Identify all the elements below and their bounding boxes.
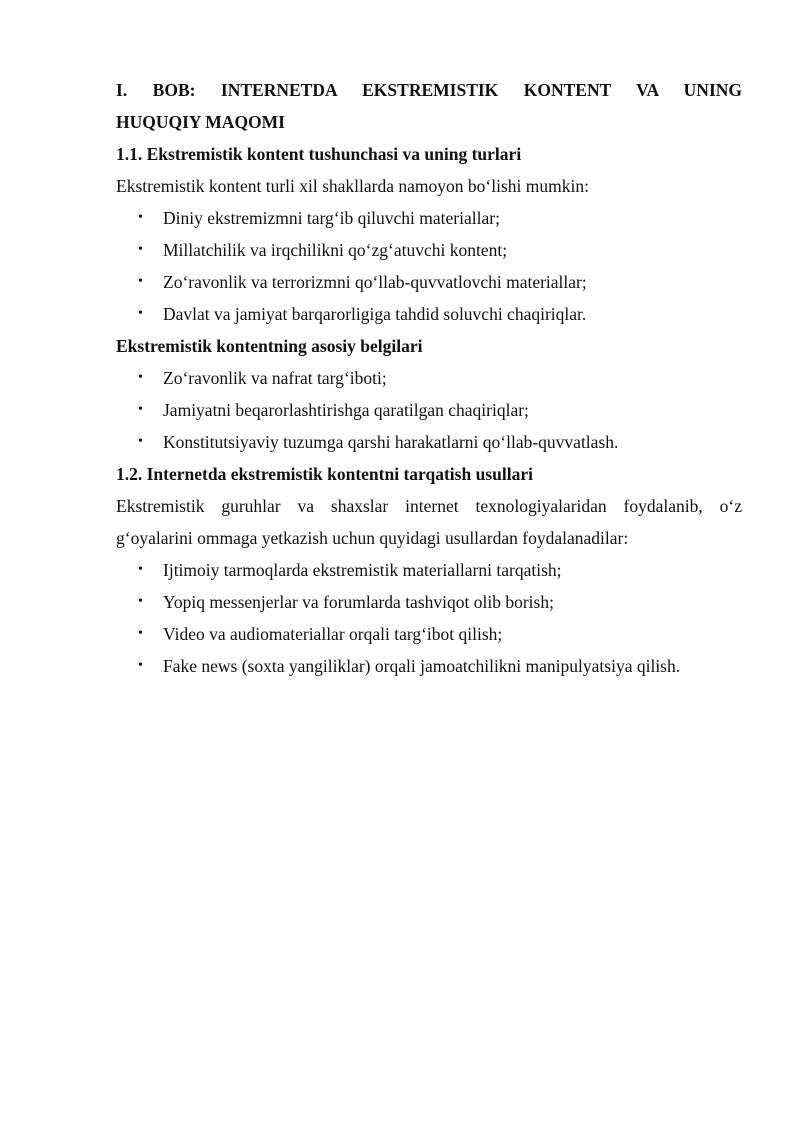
document-page (116, 74, 742, 682)
list-item-text: Konstitutsiyaviy tuzumga qarshi harakatlarni qo‘llab-quvvatlash. (163, 432, 619, 452)
list-item (116, 586, 742, 618)
bullet-icon: • (138, 306, 143, 321)
list-item-text: Davlat va jamiyat barqarorligiga tahdid soluvchi chaqiriqlar. (163, 304, 587, 324)
list-item (116, 266, 742, 298)
bullet-icon: • (138, 370, 143, 385)
section-2-heading: 1.2. Internetda ekstremistik kontentni tarqatish usullari (116, 464, 533, 484)
list-item-text: Ijtimoiy tarmoqlarda ekstremistik materiallarni tarqatish; (163, 560, 562, 580)
list-item (116, 298, 742, 330)
list-item (116, 202, 742, 234)
list-item (116, 362, 742, 394)
bullet-icon: • (138, 402, 143, 417)
list-item-text: Video va audiomateriallar orqali targ‘ibot qilish; (163, 624, 503, 644)
list-item-text: Diniy ekstremizmni targ‘ib qiluvchi materiallar; (163, 208, 500, 228)
section-2-intro-line-1: Ekstremistik guruhlar va shaxslar internet texnologiyalaridan foydalanib, o‘z (116, 496, 742, 516)
section-2-intro-line-2: g‘oyalarini ommaga yetkazish uchun quyidagi usullardan foydalanadilar: (116, 528, 629, 548)
bullet-icon: • (138, 242, 143, 257)
list-item-text: Zo‘ravonlik va terrorizmni qo‘llab-quvvatlovchi materiallar; (163, 272, 587, 292)
bullet-icon: • (138, 562, 143, 577)
bullet-icon: • (138, 274, 143, 289)
section-1-intro: Ekstremistik kontent turli xil shakllarda namoyon bo‘lishi mumkin: (116, 176, 589, 196)
bullet-icon: • (138, 434, 143, 449)
signs-list (116, 362, 742, 458)
list-item-text: Yopiq messenjerlar va forumlarda tashviqot olib borish; (163, 592, 554, 612)
list-item (116, 618, 742, 650)
list-item-text: Fake news (soxta yangiliklar) orqali jamoatchilikni manipulyatsiya qilish. (163, 656, 681, 676)
list-item (116, 554, 742, 586)
list-item (116, 234, 742, 266)
section-1-list (116, 202, 742, 330)
list-item-text: Millatchilik va irqchilikni qo‘zg‘atuvchi kontent; (163, 240, 508, 260)
chapter-title-line-2: HUQUQIY MAQOMI (116, 112, 285, 132)
chapter-title-line-1: I. BOB: INTERNETDA EKSTREMISTIK KONTENT VA UNING (116, 80, 742, 100)
section-1-heading: 1.1. Ekstremistik kontent tushunchasi va uning turlari (116, 144, 522, 164)
list-item-text: Zo‘ravonlik va nafrat targ‘iboti; (163, 368, 387, 388)
bullet-icon: • (138, 626, 143, 641)
bullet-icon: • (138, 658, 143, 673)
signs-heading: Ekstremistik kontentning asosiy belgilari (116, 336, 423, 356)
list-item (116, 426, 742, 458)
section-2-list (116, 554, 742, 682)
list-item (116, 394, 742, 426)
bullet-icon: • (138, 594, 143, 609)
list-item-text: Jamiyatni beqarorlashtirishga qaratilgan chaqiriqlar; (163, 400, 529, 420)
list-item (116, 650, 742, 682)
bullet-icon: • (138, 210, 143, 225)
